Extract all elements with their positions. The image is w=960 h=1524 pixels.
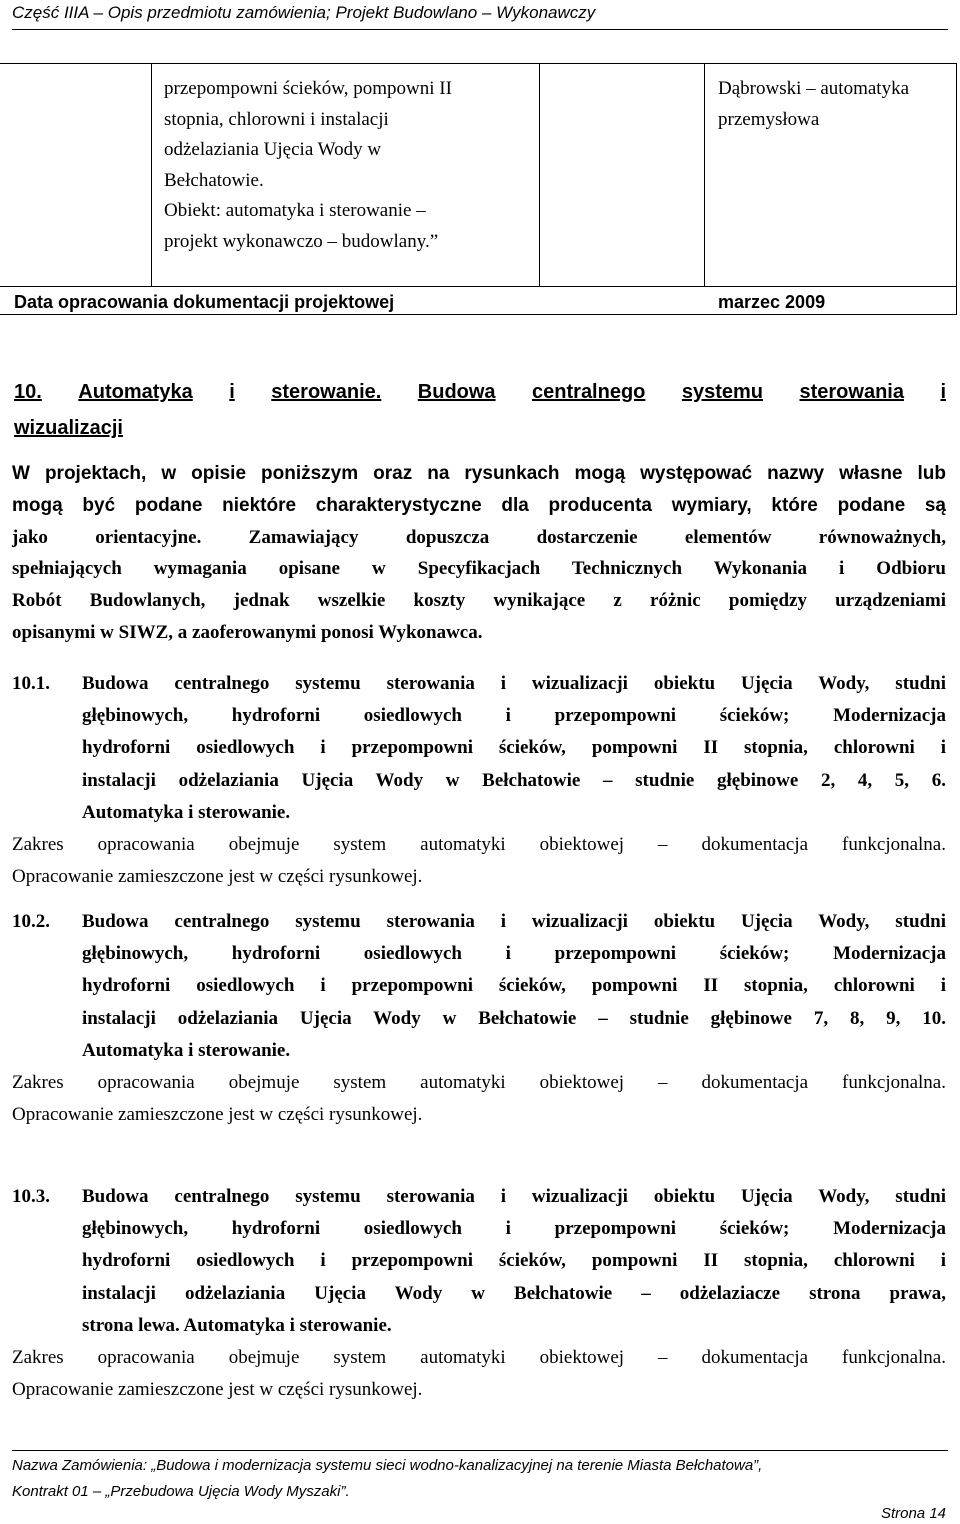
paragraph-line: Opracowanie zamieszczone jest w części rysunkowej. [12,1379,423,1401]
heading-word: sterowanie. [271,381,382,403]
paragraph-line: jako orientacyjne. Zamawiający dopuszcza dostarczenie elementów równoważnych, [12,526,946,548]
intro-paragraph [12,458,946,649]
paragraph-line: hydroforni osiedlowych i przepompowni ścieków, pompowni II stopnia, chlorowni i [82,737,946,759]
heading-word: centralnego [532,381,646,403]
heading-word: i [940,381,946,403]
footer-rule [12,1450,948,1451]
table-divider [539,64,540,286]
subsection-scope [12,829,946,893]
paragraph-line: Zakres opracowania obejmuje system automatyki obiektowej – dokumentacja funkcjonalna. [12,1072,946,1094]
paragraph-line: instalacji odżelaziania Ujęcia Wody w Bełchatowie – odżelaziacze strona prawa, [82,1282,946,1304]
heading-word: i [229,381,235,403]
section-heading-continued: wizualizacji [14,417,123,439]
paragraph-line: hydroforni osiedlowych i przepompowni ścieków, pompowni II stopnia, chlorowni i [82,1250,946,1272]
table-cell-line: projekt wykonawczo – budowlany.” [164,230,439,252]
subsection-10-1 [12,668,946,893]
date-label: Data opracowania dokumentacji projektowej [14,292,395,312]
subsection-scope [12,1342,946,1406]
paragraph-line: Opracowanie zamieszczone jest w części rysunkowej. [12,866,423,888]
paragraph-line: głębinowych, hydroforni osiedlowych i przepompowni ścieków; Modernizacja [82,705,946,727]
footer-contract: Kontrakt 01 – „Przebudowa Ujęcia Wody Myszaki”. [12,1483,350,1500]
table-cell-author [718,74,954,135]
paragraph-line: W projektach, w opisie poniższym oraz na rysunkach mogą występować nazwy własne lub [12,463,946,484]
heading-word: Automatyka [78,381,193,403]
paragraph-line: Automatyka i sterowanie. [82,801,291,823]
paragraph-line: instalacji odżelaziania Ujęcia Wody w Bełchatowie – studnie głębinowe 2, 4, 5, 6. [82,769,946,791]
table-cell-project [164,74,534,257]
paragraph-line: Budowa centralnego systemu sterowania i wizualizacji obiektu Ujęcia Wody, studni [82,1186,946,1207]
table-cell-line: Bełchatowie. [164,169,264,191]
document-header-title: Część IIIA – Opis przedmiotu zamówienia; Projekt Budowlano – Wykonawczy [12,3,596,22]
table-cell-line: przepompowni ścieków, pompowni II [164,78,452,99]
paragraph-line: hydroforni osiedlowych i przepompowni ścieków, pompowni II stopnia, chlorowni i [82,975,946,997]
subsection-title [82,906,946,1067]
paragraph-line: mogą być podane niektóre charakterystyczne dla producenta wymiary, które podane są [12,494,946,516]
paragraph-line: Automatyka i sterowanie. [82,1039,291,1061]
table-cell-line: stopnia, chlorowni i instalacji [164,108,389,130]
paragraph-line: strona lewa. Automatyka i sterowanie. [82,1314,392,1336]
subsection-10-3 [12,1181,946,1406]
subsection-scope [12,1067,946,1131]
table-divider [151,64,152,286]
paragraph-line: Zakres opracowania obejmuje system automatyki obiektowej – dokumentacja funkcjonalna. [12,834,946,856]
section-heading [14,377,946,407]
heading-word: 10. [14,381,42,403]
subsection-number: 10.2. [12,911,50,932]
table-cell-line: przemysłowa [718,108,820,130]
subsection-title [82,1181,946,1342]
paragraph-line: głębinowych, hydroforni osiedlowych i przepompowni ścieków; Modernizacja [82,943,946,965]
table-cell-line: Dąbrowski – automatyka [718,78,910,99]
paragraph-line: opisanymi w SIWZ, a zaoferowanymi ponosi Wykonawca. [12,621,483,643]
heading-word: systemu [681,381,764,403]
paragraph-line: Opracowanie zamieszczone jest w części rysunkowej. [12,1104,423,1126]
table-row-divider [0,286,957,287]
subsection-10-2 [12,906,946,1131]
heading-word: Budowa [417,381,496,403]
paragraph-line: instalacji odżelaziania Ujęcia Wody w Bełchatowie – studnie głębinowe 7, 8, 9, 10. [82,1007,946,1029]
paragraph-line: Budowa centralnego systemu sterowania i wizualizacji obiektu Ujęcia Wody, studni [82,911,946,932]
subsection-number: 10.1. [12,673,50,694]
paragraph-line: Zakres opracowania obejmuje system automatyki obiektowej – dokumentacja funkcjonalna. [12,1347,946,1369]
paragraph-line: Robót Budowlanych, jednak wszelkie koszty wynikające z różnic pomiędzy urządzeniami [12,590,946,612]
header-rule [12,29,948,30]
subsection-number: 10.3. [12,1186,50,1207]
table-cell-line: odżelaziania Ujęcia Wody w [164,139,382,160]
date-value: marzec 2009 [718,292,826,312]
footer-order-name: Nazwa Zamówienia: „Budowa i modernizacja systemu sieci wodno-kanalizacyjnej na terenie Miasta Bełchatowa”, [12,1457,763,1474]
paragraph-line: spełniających wymagania opisane w Specyfikacjach Technicznych Wykonania i Odbioru [12,558,946,580]
subsection-title [82,668,946,829]
table-cell-line: Obiekt: automatyka i sterowanie – [164,200,426,221]
page-number: Strona 14 [880,1505,946,1522]
paragraph-line: głębinowych, hydroforni osiedlowych i przepompowni ścieków; Modernizacja [82,1218,946,1240]
table-divider [704,64,705,286]
paragraph-line: Budowa centralnego systemu sterowania i wizualizacji obiektu Ujęcia Wody, studni [82,673,946,694]
heading-word: sterowania [799,381,904,403]
